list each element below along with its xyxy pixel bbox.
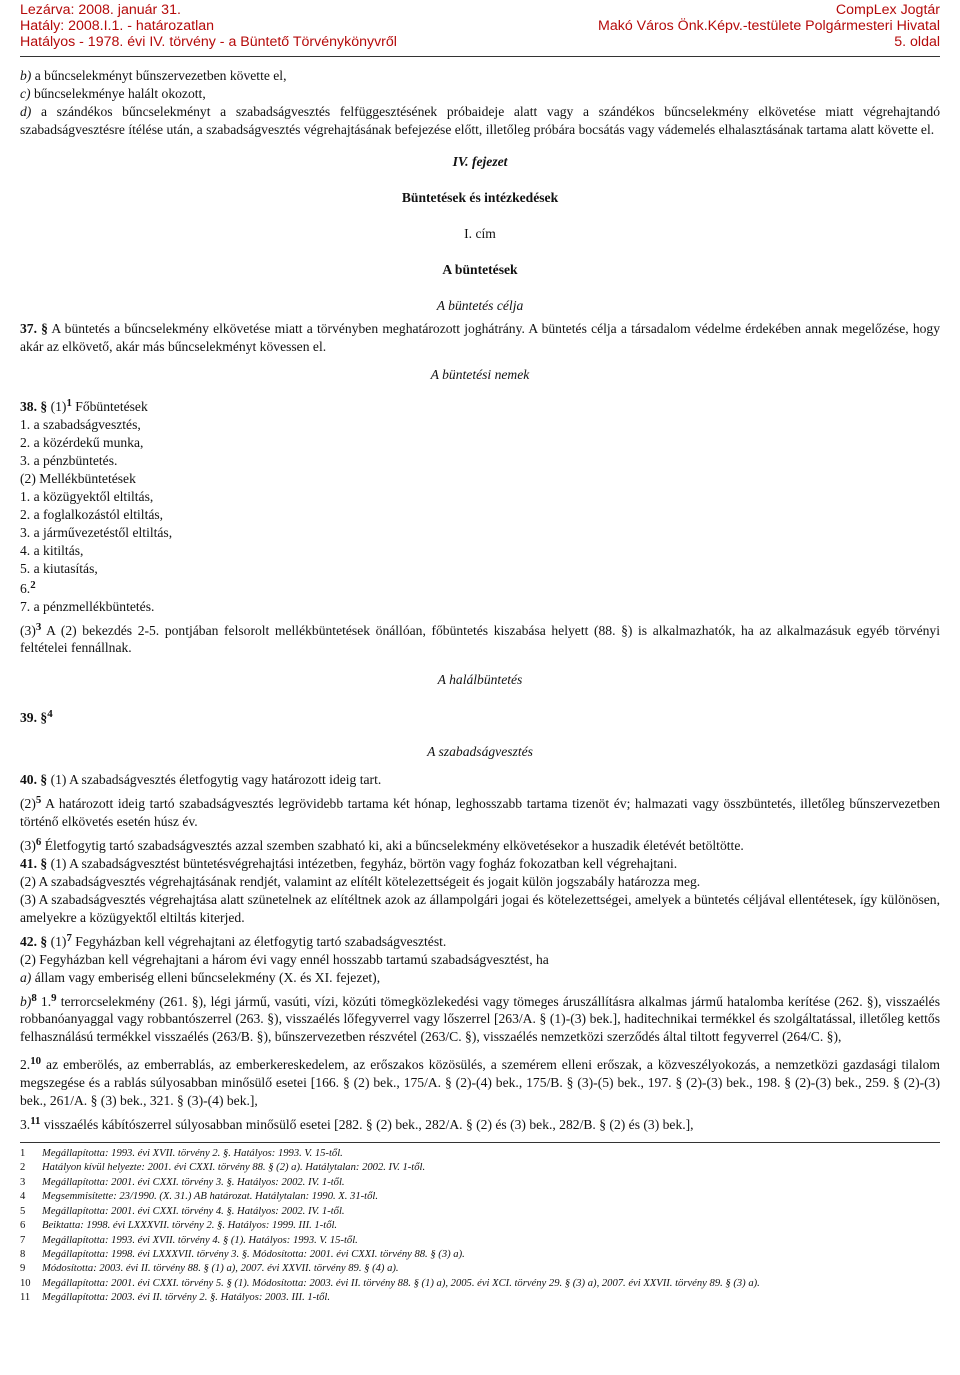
footnote-text: Megállapította: 1993. évi XVII. törvény 2. §. Hatályos: 1993. V. 15-től. — [42, 1148, 343, 1160]
section-41-paragraph-3: (3) A szabadságvesztés végrehajtása alatt szünetelnek az elítéltnek azok az állampolgári jogai és kötelezettségei, amelyek a büntetés céljával ellentétesek, így különösen, amelyekre a közügyektől eltiltás kiterjed. — [20, 891, 940, 925]
subheading-purpose: A büntetés célja — [436, 297, 524, 313]
chapter-title: Büntetések és intézkedések — [401, 189, 559, 205]
list-item: 3. a járművezetéstől eltiltás, — [20, 524, 173, 540]
footnote-text: Hatályon kívül helyezte: 2001. évi CXXI. törvény 88. § (2) a). Hatálytalan: 2002. IV. 1-től. — [42, 1162, 426, 1174]
section-text: A büntetés a bűncselekmény elkövetése miatt a törvényben meghatározott joghátrány. A büntetés célja a társadalom védelme érdekében annak megelőzése, hogy akár az elkövető, akár más bűncselekményt kövessen el. — [20, 321, 941, 355]
section-40-paragraph-3 — [20, 837, 940, 855]
title-number: I. cím — [464, 225, 496, 241]
footnote-ref: 5 — [35, 794, 42, 807]
footnote-number: 1 — [20, 1148, 26, 1160]
paragraph-text: (1) A szabadságvesztés életfogytig vagy határozott ideig tart. — [47, 772, 382, 788]
list-item: 3. a pénzbüntetés. — [20, 453, 118, 469]
list-item: 1. a szabadságvesztés, — [20, 417, 141, 433]
footnote — [20, 1219, 940, 1233]
footnote-ref: 3 — [35, 620, 42, 633]
paragraph-number: (1) — [47, 399, 67, 415]
list-item: 6. — [20, 580, 31, 596]
footnote-text: Megállapította: 2003. évi II. törvény 2. §. Hatályos: 2003. III. 1-től. — [42, 1292, 331, 1304]
footnote — [20, 1291, 940, 1305]
footnote — [20, 1262, 940, 1276]
point-text: bűncselekménye halált okozott, — [30, 85, 206, 101]
section-39 — [20, 709, 940, 727]
section-37 — [20, 320, 940, 356]
header-product: CompLex Jogtár — [835, 2, 940, 18]
point-text: a bűncselekményt bűnszervezetben követte el, — [31, 68, 287, 83]
footnote — [20, 1234, 940, 1248]
point-label: a) — [20, 969, 32, 985]
footnote — [20, 1248, 940, 1262]
list-item: 2. a foglalkozástól eltiltás, — [20, 506, 164, 522]
subpoint-text: az emberölés, az emberrablás, az emberkereskedelem, az erőszakos közösülés, a szemérem elleni erőszak, a közveszélyokozás, a nemzetközi gazdasági tilalom megszegése és a rablás súlyosabban minősülő esetei [166. § (2) bek., 175/A. § (2)-(4) bek., 175/B. § (3)-(5) bek., 197. § (2)-(3) bek., 198. § (2)-(3) bek., 259. § (2)-(3) bek., 261/A. § (3) bek., 321. § (3)-(4) bek.], — [20, 1057, 940, 1109]
header-licensee: Makó Város Önk.Képv.-testülete Polgármesteri Hivatal — [598, 18, 940, 34]
subheading-death-penalty: A halálbüntetés — [437, 672, 523, 688]
section-41-paragraph-2: (2) A szabadságvesztés végrehajtásának rendjét, valamint az elítélt kötelezettségeit és jogait külön jogszabály határozza meg. — [20, 873, 701, 889]
footnote-ref: 10 — [30, 1055, 42, 1068]
document-page — [20, 0, 940, 1306]
footnote — [20, 1205, 940, 1219]
section-42-paragraph-2: (2) Fegyházban kell végrehajtani a három évi vagy ennél hosszabb tartamú szabadságvesztést, ha — [20, 951, 549, 967]
point-text: állam vagy emberiség elleni bűncselekmény (X. és XI. fejezet), — [31, 969, 381, 985]
footnote-number: 9 — [20, 1263, 26, 1275]
footnote-text: Megállapította: 2001. évi CXXI. törvény 4. §. Hatályos: 2002. IV. 1-től. — [42, 1205, 345, 1217]
section-number: 38. § — [20, 399, 48, 415]
paragraph-text: (2) Mellékbüntetések — [20, 471, 136, 486]
footnote-text: Megállapította: 2001. évi CXXI. törvény 5. § (1). Módosította: 2003. évi II. törvény 88. § (1) a), 2005. évi XCI. törvény 29. § (3) a), 2007. évi XXVII. törvény 89. § (3) a). — [42, 1277, 760, 1289]
section-42-point-b — [20, 993, 940, 1047]
footnote-number: 8 — [20, 1248, 26, 1260]
list-item: 5. a kiutasítás, — [20, 560, 98, 576]
paragraph-text: A határozott ideig tartó szabadságvesztés legrövidebb tartama két hónap, leghosszabb tartama tizenöt év; halmazati vagy összbüntetés, illetőleg bűnszervezetben történő elkövetés esetén húsz év. — [20, 796, 940, 830]
header-page-number: 5. oldal — [894, 34, 940, 50]
section-42 — [20, 933, 940, 951]
footnote-number: 11 — [20, 1292, 31, 1304]
section-number: 37. § — [20, 321, 48, 337]
footnote-ref: 4 — [47, 708, 53, 721]
point-text: a szándékos bűncselekményt a szabadságvesztés felfüggesztésének próbaideje alatt vagy a szándékos bűncselekmény elkövetése miatt végrehajtandó szabadságvesztésre ítélése után, a szabadságvesztés végrehajtásának befejezése előtt, illetőleg próbára bocsátás vagy vádemelés elhalasztásának tartama alatt követte el. — [20, 103, 940, 137]
paragraph-number: (3) — [20, 838, 36, 853]
footnote-number: 7 — [20, 1234, 26, 1246]
page-header — [20, 2, 940, 50]
subpoint-text: terrorcselekmény (261. §), légi jármű, vasúti, vízi, közúti tömegközlekedési vagy tömeges áruszállításra alkalmas jármű hatalomba kerítése (262. §), visszaélés robbanóanyaggal vagy robbantószerrel (263. §), visszaélés lőfegyverrel vagy lőszerrel [263/A. § (1)-(3) bek.], haditechnikai termékkel és szolgáltatással, illetőleg kettős felhasználású termékkel visszaélés (263/B. §), bűnszervezetben részvétel (263/C. §), visszaélés nemzetközi szerződés által tiltott fegyverrel (264/C. §), — [20, 993, 940, 1045]
subpoint-number: 2. — [20, 1057, 31, 1073]
paragraph-text: A (2) bekezdés 2-5. pontjában felsorolt mellékbüntetések önállóan, főbüntetés kiszabása helyett (88. §) is alkalmazhatók, ha az alkalmazásuk egyéb törvényi feltételei fennállnak. — [20, 622, 940, 656]
footnote — [20, 1147, 940, 1161]
footnote-number: 4 — [20, 1191, 26, 1203]
header-validity: Hatály: 2008.I.1. - határozatlan — [20, 18, 215, 34]
section-38-paragraph-3 — [20, 622, 940, 658]
footnote-text: Beiktatta: 1998. évi LXXXVII. törvény 2. §. Hatályos: 1999. III. 1-től. — [42, 1220, 338, 1232]
section-42-point-b3 — [20, 1116, 940, 1134]
footnote-number: 10 — [20, 1277, 31, 1289]
paragraph-text: Életfogytig tartó szabadságvesztés azzal szemben szabható ki, aki a bűncselekmény elkövetésekor a huszadik életévét betöltötte. — [41, 838, 744, 853]
subheading-kinds: A büntetési nemek — [430, 367, 530, 383]
paragraph-number: (1) — [47, 933, 67, 949]
section-number: 42. § — [20, 933, 48, 949]
header-law-title: Hatályos - 1978. évi IV. törvény - a Büntető Törvénykönyvről — [20, 34, 397, 50]
footnote-number: 2 — [20, 1162, 26, 1174]
paragraph-text: Főbüntetések — [71, 399, 148, 415]
point-label: c) — [20, 85, 31, 101]
list-item: 1. a közügyektől eltiltás, — [20, 488, 154, 504]
subheading-imprisonment: A szabadságvesztés — [427, 744, 533, 760]
footnote — [20, 1161, 940, 1175]
footnote-text: Megállapította: 2001. évi CXXI. törvény 3. §. Hatályos: 2002. IV. 1-től. — [42, 1176, 345, 1188]
intro-points — [20, 67, 940, 139]
footnote-ref: 11 — [30, 1115, 41, 1128]
footnote-text: Megállapította: 1993. évi XVII. törvény 4. § (1). Hatályos: 1993. V. 15-től. — [42, 1234, 358, 1246]
section-40 — [20, 771, 940, 789]
paragraph-number: (3) — [20, 622, 36, 638]
footnote-ref: 1 — [66, 397, 72, 410]
list-item: 7. a pénzmellékbüntetés. — [20, 598, 155, 614]
footnote-ref: 6 — [35, 836, 42, 848]
section-42-point-a — [20, 969, 940, 987]
footnote-ref: 8 — [31, 991, 37, 1004]
footnote-number: 6 — [20, 1220, 26, 1232]
footnote — [20, 1277, 940, 1291]
section-38 — [20, 398, 940, 615]
paragraph-number: (2) — [20, 796, 36, 812]
footnote-ref: 9 — [51, 991, 57, 1004]
title-name: A büntetések — [442, 261, 518, 277]
point-label: d) — [20, 103, 32, 119]
footnote-text: Megállapította: 1998. évi LXXXVII. törvény 3. §. Módosította: 2001. évi CXXI. törvény 88. § (3) a). — [42, 1248, 465, 1260]
section-number: 41. § — [20, 855, 48, 871]
section-41 — [20, 855, 940, 873]
footnote-text: Megsemmisítette: 23/1990. (X. 31.) AB határozat. Hatálytalan: 1990. X. 31-től. — [42, 1191, 379, 1203]
point-label: b) — [20, 68, 32, 83]
section-number: 40. § — [20, 772, 48, 788]
subpoint-number: 3. — [20, 1117, 31, 1133]
footnote-ref: 2 — [30, 578, 36, 591]
paragraph-text: (1) A szabadságvesztést büntetésvégrehajtási intézetben, fegyház, börtön vagy fogház fokozatban kell végrehajtani. — [47, 855, 678, 871]
list-item: 2. a közérdekű munka, — [20, 435, 144, 451]
footnote-text: Módosította: 2003. évi II. törvény 88. § (1) a), 2007. évi XXVII. törvény 89. § (4) a). — [42, 1263, 399, 1275]
header-divider — [20, 56, 940, 57]
paragraph-text: Fegyházban kell végrehajtani az életfogytig tartó szabadságvesztést. — [71, 933, 447, 949]
footnote — [20, 1190, 940, 1204]
list-item: 4. a kitiltás, — [20, 542, 84, 558]
footnotes — [20, 1142, 940, 1305]
footnote-ref: 7 — [66, 931, 72, 944]
footnote-number: 3 — [20, 1176, 26, 1188]
subpoint-number: 1. — [36, 993, 52, 1009]
section-42-point-b2 — [20, 1056, 940, 1110]
footnote — [20, 1176, 940, 1190]
subpoint-text: visszaélés kábítószerrel súlyosabban minősülő esetei [282. § (2) bek., 282/A. § (2) és (3) bek., 282/B. § (2) és (3) bek.], — [40, 1117, 694, 1133]
header-closed-date: Lezárva: 2008. január 31. — [20, 2, 181, 18]
footnote-number: 5 — [20, 1205, 26, 1217]
point-label: b) — [20, 993, 32, 1009]
section-number: 39. § — [20, 710, 48, 726]
chapter-heading: IV. fejezet — [452, 153, 508, 169]
section-40-paragraph-2 — [20, 795, 940, 831]
